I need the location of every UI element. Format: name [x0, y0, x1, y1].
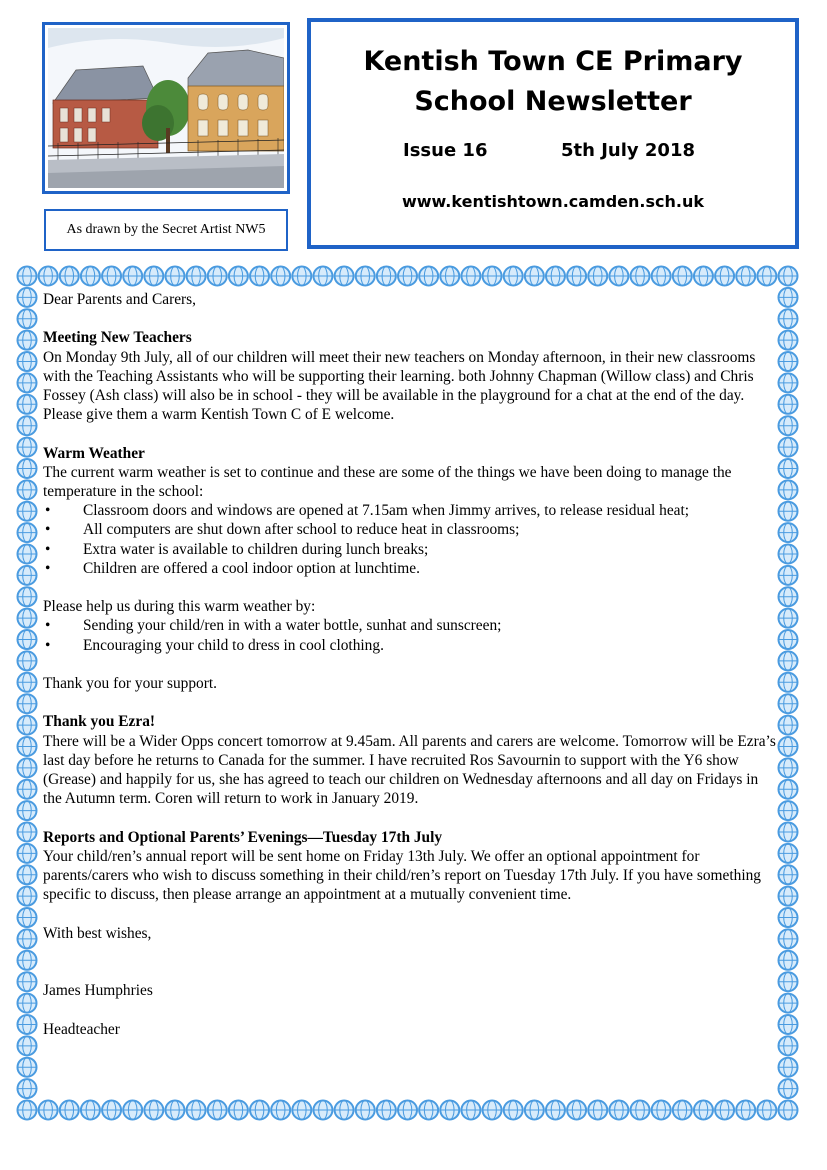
globe-icon: [779, 844, 798, 863]
globe-icon: [165, 267, 184, 286]
globe-icon: [546, 1101, 565, 1120]
list-item: • All computers are shut down after school to reduce heat in classrooms;: [43, 520, 778, 539]
globe-icon: [377, 267, 396, 286]
globe-icon: [18, 288, 37, 307]
globe-icon: [779, 972, 798, 991]
globe-icon: [779, 373, 798, 392]
globe-icon: [779, 352, 798, 371]
globe-icon: [335, 1101, 354, 1120]
globe-icon: [18, 1101, 37, 1120]
globe-icon: [208, 1101, 227, 1120]
globe-icon: [779, 523, 798, 542]
globe-icon: [440, 1101, 459, 1120]
closing: With best wishes,: [43, 924, 152, 942]
globe-icon: [123, 267, 142, 286]
heading-warm-weather: Warm Weather: [43, 444, 145, 462]
globe-icon: [18, 416, 37, 435]
list-item: • Classroom doors and windows are opened at 7.15am when Jimmy arrives, to release residual heat;: [43, 501, 778, 520]
globe-icon: [229, 267, 248, 286]
globe-icon: [779, 502, 798, 521]
globe-icon: [588, 1101, 607, 1120]
globe-icon: [779, 673, 798, 692]
globe-icon: [18, 737, 37, 756]
globe-icon: [736, 267, 755, 286]
globe-icon: [292, 267, 311, 286]
globe-icon: [779, 694, 798, 713]
globe-icon: [18, 502, 37, 521]
globe-icon: [779, 309, 798, 328]
globe-icon: [18, 694, 37, 713]
list-item: • Children are offered a cool indoor option at lunchtime.: [43, 559, 778, 578]
globe-icon: [377, 1101, 396, 1120]
globe-icon: [18, 309, 37, 328]
globe-icon: [18, 566, 37, 585]
globe-icon: [419, 1101, 438, 1120]
globe-icon: [18, 887, 37, 906]
globe-icon: [715, 267, 734, 286]
globe-icon: [779, 630, 798, 649]
globe-icon: [18, 716, 37, 735]
globe-icon: [779, 1079, 798, 1098]
globe-icon: [673, 1101, 692, 1120]
issue-date: 5th July 2018: [561, 140, 695, 161]
globe-icon: [779, 587, 798, 606]
newsletter-title: [311, 42, 795, 122]
globe-icon: [567, 267, 586, 286]
globe-icon: [39, 267, 58, 286]
globe-icon: [779, 609, 798, 628]
heading-reports: Reports and Optional Parents’ Evenings—Tuesday 17th July: [43, 828, 443, 846]
globe-icon: [250, 267, 269, 286]
globe-icon: [18, 908, 37, 927]
globe-icon: [313, 1101, 332, 1120]
paragraph-help-intro: Please help us during this warm weather by:: [43, 598, 316, 616]
globe-icon: [250, 1101, 269, 1120]
globe-icon: [779, 1101, 798, 1120]
globe-icon: [18, 438, 37, 457]
globe-icon: [694, 1101, 713, 1120]
globe-icon: [18, 951, 37, 970]
globe-icon: [144, 1101, 163, 1120]
globe-icon: [18, 395, 37, 414]
globe-icon: [779, 908, 798, 927]
globe-icon: [18, 267, 37, 286]
globe-icon: [292, 1101, 311, 1120]
globe-icon: [187, 267, 206, 286]
globe-icon: [102, 267, 121, 286]
signature-role: Headteacher: [43, 1020, 120, 1038]
globe-icon: [440, 267, 459, 286]
globe-icon: [779, 395, 798, 414]
globe-icon: [18, 1015, 37, 1034]
globe-icon: [461, 267, 480, 286]
globe-icon: [779, 651, 798, 670]
globe-icon: [398, 1101, 417, 1120]
globe-icon: [18, 994, 37, 1013]
greeting: Dear Parents and Carers,: [43, 291, 196, 308]
school-building-drawing: [48, 28, 284, 188]
globe-icon: [757, 1101, 776, 1120]
paragraph-warm-weather: The current warm weather is set to continue and these are some of the things we have been doing to manage the temperature in the school:: [43, 463, 732, 500]
globe-icon: [60, 1101, 79, 1120]
globe-icon: [779, 929, 798, 948]
globe-icon: [18, 373, 37, 392]
globe-icon: [483, 267, 502, 286]
globe-icon: [419, 267, 438, 286]
signature-name: James Humphries: [43, 982, 153, 1000]
globe-icon: [18, 844, 37, 863]
heading-new-teachers: Meeting New Teachers: [43, 329, 192, 347]
globe-icon: [18, 929, 37, 948]
globe-icon: [60, 267, 79, 286]
globe-icon: [18, 865, 37, 884]
globe-icon: [18, 523, 37, 542]
globe-icon: [18, 823, 37, 842]
globe-icon: [588, 267, 607, 286]
heading-thank-you-ezra: Thank you Ezra!: [43, 713, 156, 731]
paragraph-new-teachers: On Monday 9th July, all of our children will meet their new teachers on Monday afternoon, in their new classrooms with the Teaching Assistants who will be supporting their learning. both Johnny Chapman (Willow class) and Chris Fossey (Ash class) will also be in school - they will be available in the playground for a chat at the end of the day. Please give them a warm Kentish Town C of E welcome.: [43, 348, 756, 424]
globe-icon: [313, 267, 332, 286]
globe-icon: [208, 267, 227, 286]
globe-icon: [483, 1101, 502, 1120]
globe-icon: [18, 1036, 37, 1055]
globe-icon: [652, 1101, 671, 1120]
globe-icon: [673, 267, 692, 286]
globe-icon: [779, 716, 798, 735]
globe-icon: [609, 1101, 628, 1120]
school-website[interactable]: www.kentishtown.camden.sch.uk: [401, 192, 705, 211]
globe-icon: [779, 267, 798, 286]
globe-icon: [779, 331, 798, 350]
globe-icon: [525, 267, 544, 286]
globe-icon: [461, 1101, 480, 1120]
globe-icon: [356, 267, 375, 286]
globe-icon: [271, 1101, 290, 1120]
globe-icon: [356, 1101, 375, 1120]
globe-icon: [779, 566, 798, 585]
globe-icon: [18, 587, 37, 606]
list-item: • Extra water is available to children during lunch breaks;: [43, 540, 778, 559]
globe-icon: [736, 1101, 755, 1120]
globe-icon: [123, 1101, 142, 1120]
school-drawing-frame: [42, 22, 290, 194]
globe-icon: [144, 267, 163, 286]
globe-icon: [18, 673, 37, 692]
globe-icon: [631, 267, 650, 286]
globe-icon: [525, 1101, 544, 1120]
title-line-2: School Newsletter: [414, 86, 692, 117]
list-item: • Encouraging your child to dress in cool clothing.: [43, 636, 778, 655]
letter-body: [43, 290, 778, 1039]
globe-icon: [18, 352, 37, 371]
globe-icon: [779, 865, 798, 884]
globe-icon: [39, 1101, 58, 1120]
globe-icon: [18, 1058, 37, 1077]
globe-icon: [504, 267, 523, 286]
globe-icon: [694, 267, 713, 286]
globe-icon: [779, 480, 798, 499]
globe-icon: [779, 780, 798, 799]
globe-icon: [187, 1101, 206, 1120]
globe-icon: [779, 1058, 798, 1077]
globe-icon: [81, 267, 100, 286]
globe-icon: [165, 1101, 184, 1120]
globe-icon: [81, 1101, 100, 1120]
globe-icon: [18, 972, 37, 991]
paragraph-thank-you-ezra: There will be a Wider Opps concert tomorrow at 9.45am. All parents and carers are welcome. Tomorrow will be Ezra’s last day before he returns to Canada for the summer. I have recruited Ros Savournin to support with the Y6 show (Grease) and happily for us, she has agreed to teach our children on Wednesday afternoons and all day on Fridays in the Autumn term. Coren will return to work in January 2019.: [43, 732, 776, 808]
globe-icon: [18, 1079, 37, 1098]
globe-icon: [229, 1101, 248, 1120]
globe-icon: [779, 459, 798, 478]
globe-icon: [18, 459, 37, 478]
globe-icon: [631, 1101, 650, 1120]
globe-icon: [18, 630, 37, 649]
globe-icon: [18, 609, 37, 628]
globe-icon: [271, 267, 290, 286]
globe-icon: [335, 267, 354, 286]
globe-icon: [18, 758, 37, 777]
globe-icon: [652, 267, 671, 286]
globe-icon: [757, 267, 776, 286]
globe-icon: [779, 951, 798, 970]
globe-icon: [779, 994, 798, 1013]
globe-icon: [779, 545, 798, 564]
globe-icon: [779, 416, 798, 435]
globe-icon: [102, 1101, 121, 1120]
globe-icon: [18, 651, 37, 670]
globe-icon: [779, 887, 798, 906]
globe-icon: [18, 480, 37, 499]
title-line-1: Kentish Town CE Primary: [363, 46, 743, 77]
globe-icon: [779, 801, 798, 820]
issue-number: Issue 16: [403, 140, 488, 161]
thanks-line: Thank you for your support.: [43, 675, 217, 692]
paragraph-reports: Your child/ren’s annual report will be sent home on Friday 13th July. We offer an optional appointment for parents/carers who wish to discuss something in their child/ren’s report on Tuesday 17th July. If you have something specific to discuss, then please arrange an appointment at a mutually convenient time.: [43, 847, 761, 904]
globe-icon: [567, 1101, 586, 1120]
globe-icon: [779, 737, 798, 756]
newsletter-title-box: [307, 18, 799, 249]
globe-icon: [18, 780, 37, 799]
globe-icon: [18, 801, 37, 820]
globe-icon: [779, 438, 798, 457]
globe-icon: [398, 267, 417, 286]
globe-icon: [546, 267, 565, 286]
globe-icon: [18, 331, 37, 350]
globe-icon: [779, 758, 798, 777]
list-item: • Sending your child/ren in with a water bottle, sunhat and sunscreen;: [43, 616, 778, 635]
globe-icon: [18, 545, 37, 564]
globe-icon: [715, 1101, 734, 1120]
globe-icon: [779, 1015, 798, 1034]
drawing-caption: As drawn by the Secret Artist NW5: [44, 209, 288, 251]
globe-icon: [609, 267, 628, 286]
globe-icon: [504, 1101, 523, 1120]
globe-icon: [779, 288, 798, 307]
globe-icon: [779, 1036, 798, 1055]
globe-icon: [779, 823, 798, 842]
